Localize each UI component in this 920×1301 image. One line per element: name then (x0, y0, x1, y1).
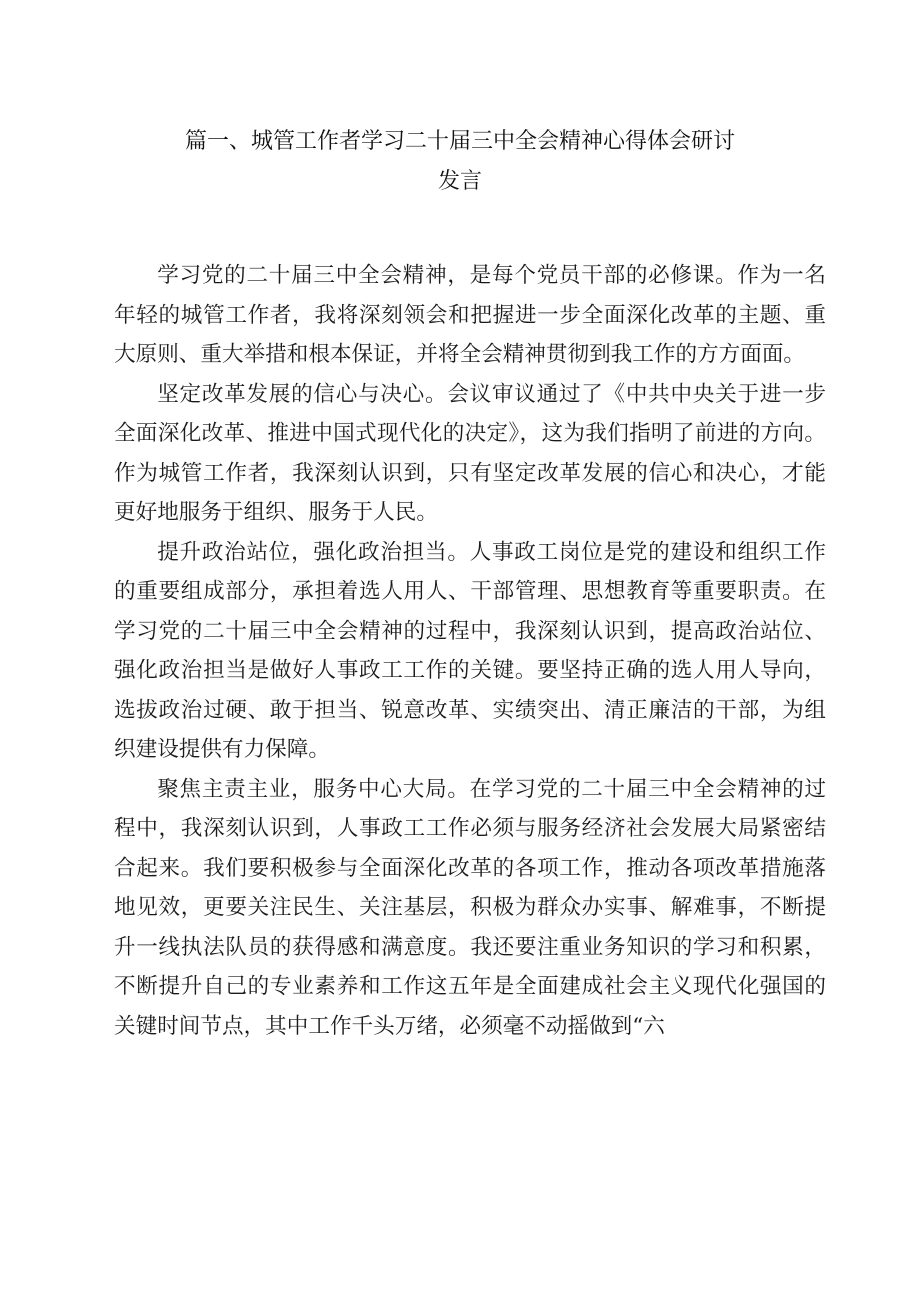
paragraph-4: 聚焦主责主业，服务中心大局。在学习党的二十届三中全会精神的过程中，我深刻认识到，人事政工工作必须与服务经济社会发展大局紧密结合起来。我们要积极参与全面深化改革的各项工作，推动各项改革措施落地见效，更要关注民生、关注基层，积极为群众办实事、解难事，不断提升一线执法队员的获得感和满意度。我还要注重业务知识的学习和积累，不断提升自己的专业素养和工作这五年是全面建成社会主义现代化强国的关键时间节点，其中工作千头万绪，必须毫不动摇做到“六 (114, 776, 826, 1039)
paragraph-3: 提升政治站位，强化政治担当。人事政工岗位是党的建设和组织工作的重要组成部分，承担着选人用人、干部管理、思想教育等重要职责。在学习党的二十届三中全会精神的过程中，我深刻认识到，提高政治站位、强化政治担当是做好人事政工工作的关键。要坚持正确的选人用人导向，选拔政治过硬、敢于担当、锐意改革、实绩突出、清正廉洁的干部，为组织建设提供有力保障。 (114, 539, 826, 762)
title-line-2: 发言 (437, 169, 482, 194)
document-body (114, 256, 826, 1046)
document-title (0, 122, 920, 202)
title-line-1: 篇一、城管工作者学习二十届三中全会精神心得体会研讨 (184, 129, 735, 154)
paragraph-2: 坚定改革发展的信心与决心。会议审议通过了《中共中央关于进一步全面深化改革、推进中国式现代化的决定》，这为我们指明了前进的方向。作为城管工作者，我深刻认识到，只有坚定改革发展的信心和决心，才能更好地服务于组织、服务于人民。 (114, 381, 826, 525)
paragraph-1: 学习党的二十届三中全会精神，是每个党员干部的必修课。作为一名年轻的城管工作者，我将深刻领会和把握进一步全面深化改革的主题、重大原则、重大举措和根本保证，并将全会精神贯彻到我工作的方方面面。 (114, 263, 826, 367)
